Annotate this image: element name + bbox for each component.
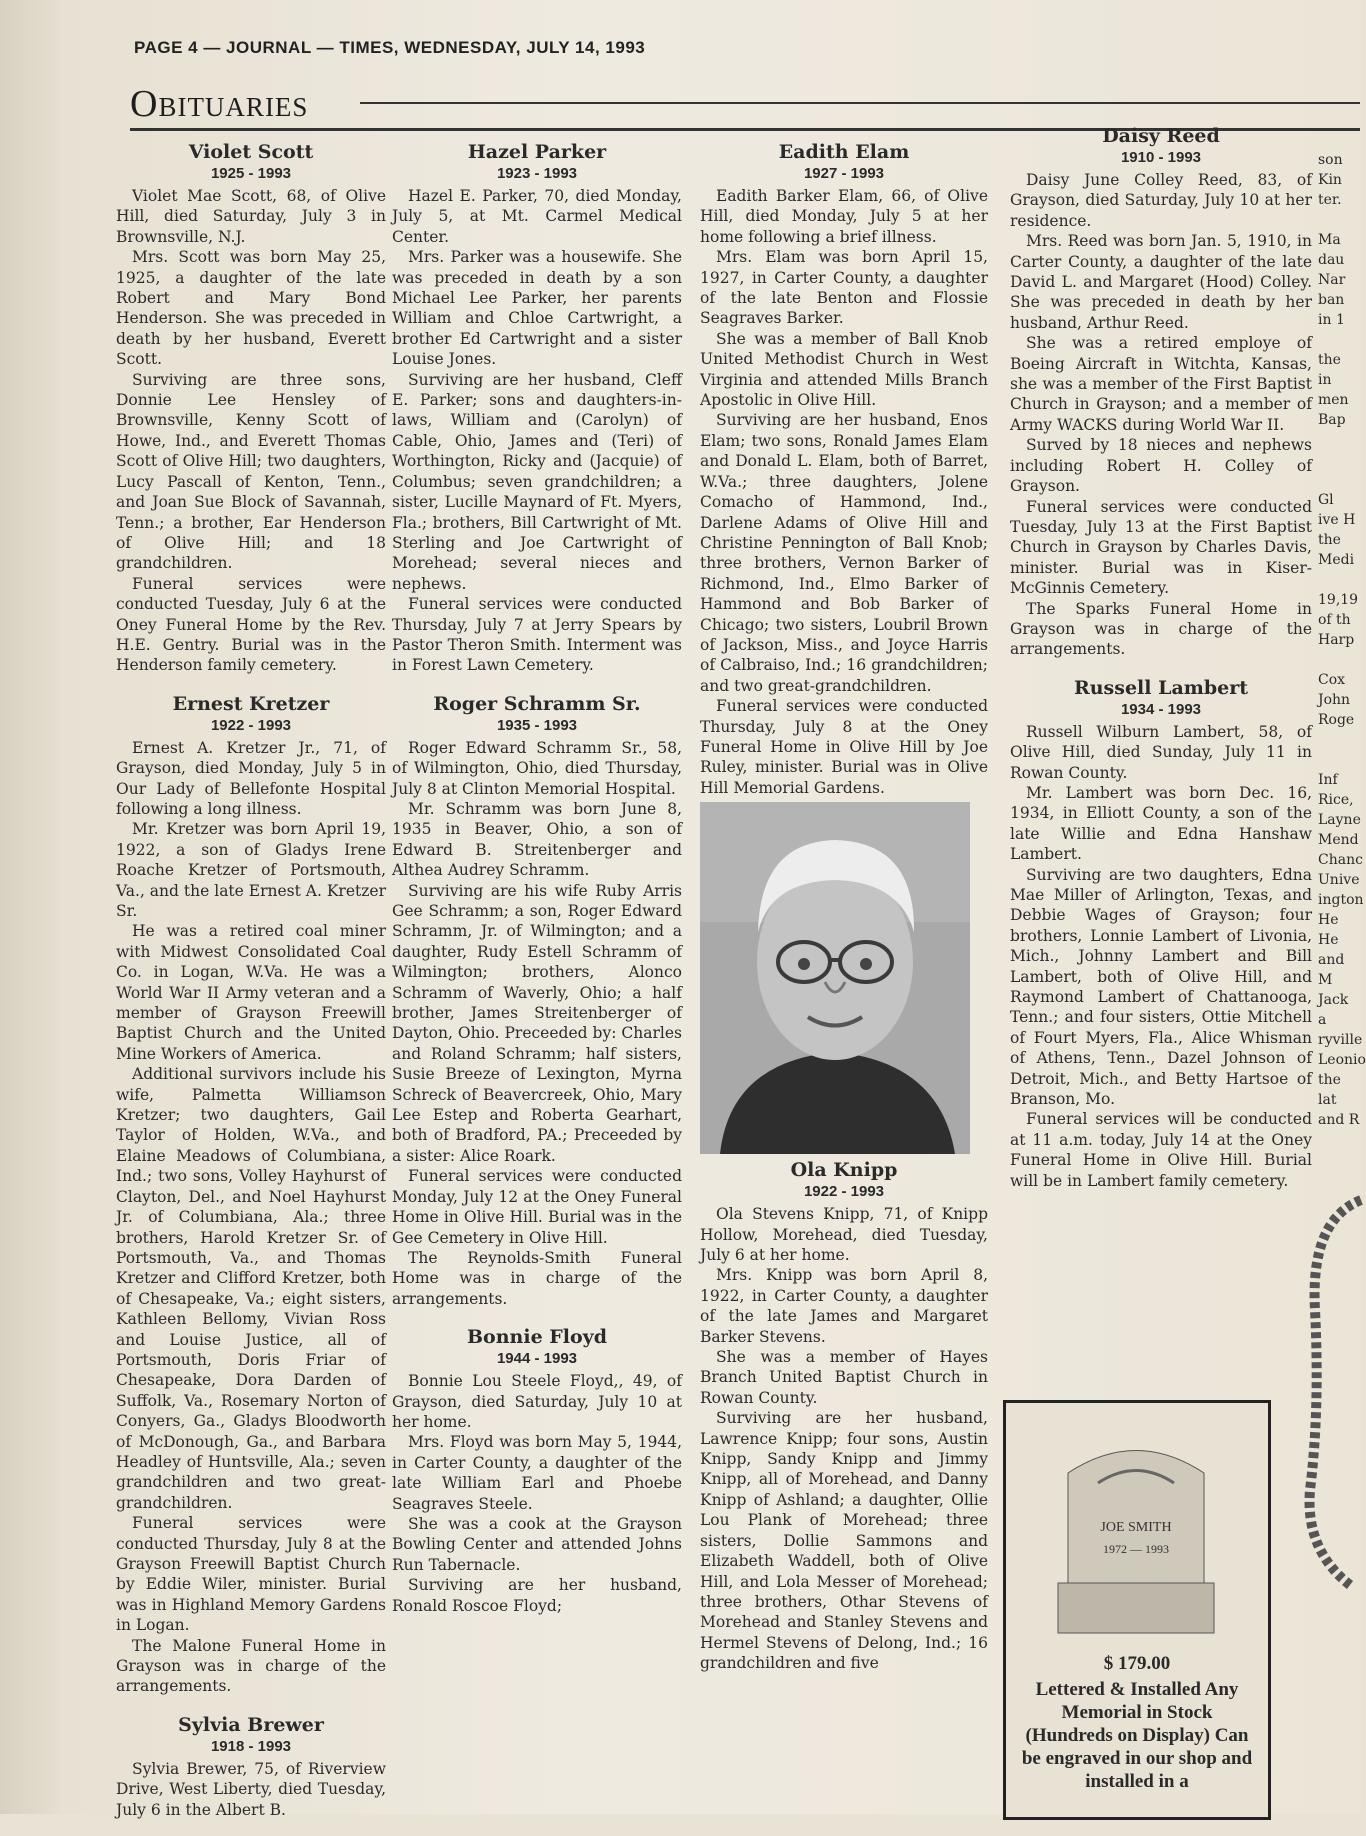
obituary-paragraph: Sylvia Brewer, 75, of Riverview Drive, West Liberty, died Tuesday, July 6 in the Albert B.	[116, 1759, 386, 1819]
obituary-paragraph: Mrs. Reed was born Jan. 5, 1910, in Carter County, a daughter of the late David L. and Margaret (Hood) Colley. She was preceded in death by her husband, Arthur Reed.	[1010, 232, 1312, 332]
ad-text: Lettered & Installed Any Memorial in Stock (Hundreds on Display) Can be engraved in our shop and installed in a	[1021, 1679, 1253, 1792]
obituary-years: 1927 - 1993	[803, 165, 885, 182]
cutoff-text-line: the	[1318, 532, 1341, 548]
cutoff-text-line: ington	[1318, 892, 1364, 908]
obituary-paragraph: Funeral services were conducted Monday, July 12 at the Oney Funeral Home in Olive Hill. Burial was in the Gee Cemetery in Olive Hill.	[392, 1167, 682, 1247]
cutoff-text-line: in	[1318, 372, 1332, 388]
obituary-roger-schramm	[392, 692, 682, 1309]
cutoff-text-line: Ma	[1318, 232, 1341, 248]
cutoff-text-line	[1318, 330, 1361, 350]
obituary-name: Hazel Parker	[467, 141, 607, 163]
cutoff-text-line	[1318, 430, 1361, 450]
cutoff-text-line: Mend	[1318, 832, 1359, 848]
column-2	[392, 140, 682, 1632]
cutoff-text-line: Rice,	[1318, 792, 1354, 808]
obituary-name: Daisy Reed	[1102, 125, 1220, 147]
cutoff-text-line	[1318, 210, 1361, 230]
portrait-illustration	[700, 802, 970, 1154]
obituary-years: 1944 - 1993	[496, 1350, 578, 1368]
cutoff-text-line: Gl	[1318, 492, 1334, 508]
obituary-paragraph: Mr. Kretzer was born April 19, 1922, a son of Gladys Irene Roache Kretzer of Portsmouth, Va., and the late Ernest A. Kretzer Sr.	[116, 820, 386, 920]
obituary-ernest-kretzer	[116, 692, 386, 1697]
obituary-paragraph: Mrs. Knipp was born April 8, 1922, in Carter County, a daughter of the late James and Margaret Barker Stevens.	[700, 1266, 988, 1346]
obituary-years: 1923 - 1993	[496, 165, 578, 182]
cutoff-text-line: Layne	[1318, 812, 1361, 828]
cutoff-text-line: ban	[1318, 292, 1345, 308]
cutoff-text-line: Kin	[1318, 172, 1342, 188]
obituary-paragraph: She was a member of Ball Knob United Methodist Church in West Virginia and attended Mills Branch Apostolic in Olive Hill.	[700, 329, 988, 410]
obituary-name: Russell Lambert	[1073, 676, 1249, 699]
obituary-paragraph: Surviving are two daughters, Edna Mae Miller of Arlington, Texas, and Debbie Wages of Grayson; four brothers, Lonnie Lambert of Livonia, Mich., Johnny Lambert and Bill Lambert, both of Olive Hill, and Raymond Lambert of Chattanooga, Tenn.; and four sisters, Ottie Mitchell of Fourt Myers, Fla., Alice Whisman of Athens, Tenn., Dazel Johnson of Detroit, Mich., and Betty Hartsoe of Branson, Mo.	[1010, 865, 1312, 1109]
obituary-paragraph: Funeral services will be conducted at 11 a.m. today, July 14 at the Oney Funeral Home in Olive Hill. Burial will be in Lambert family cemetery.	[1010, 1110, 1312, 1190]
obituary-paragraph: Surviving are three sons, Donnie Lee Hensley of Brownsville, Kenny Scott of Howe, Ind., and Everett Thomas Scott of Olive Hill; two daughters, Lucy Pascall of Kenton, Tenn., and Joan Sue Block of Savannah, Tenn.; a brother, Ear Henderson of Olive Hill; and 18 grandchildren.	[116, 370, 386, 573]
cutoff-text-line: ive H	[1318, 512, 1356, 528]
obituary-paragraph: Additional survivors include his wife, Palmetta Williamson Kretzer; two daughters, Gail Taylor of Holden, W.Va., and Elaine Meadows of Columbiana, Ind.; two sons, Volley Hayhurst of Clayton, Del., and Noel Hayhurst Jr. of Columbiana, Ala.; three brothers, Harold Kretzer Sr. of Portsmouth, Va., and Thomas Kretzer and Clifford Kretzer, both of Chesapeake, Va.; eight sisters, Kathleen Bellomy, Vivian Ross and Louise Justice, all of Portsmouth, Doris Friar of Chesapeake, Dora Darden of Suffolk, Va., Rosemary Norton of Conyers, Ga., Gladys Bloodworth of McDonough, Ga., and Barbara Headley of Huntsville, Ala.; seven grandchildren and two great-grandchildren.	[116, 1065, 386, 1512]
section-title: Obituaries	[130, 83, 309, 125]
memorial-advertisement	[1003, 1400, 1271, 1820]
cutoff-text-line	[1318, 470, 1361, 490]
obituary-paragraph: Ola Stevens Knipp, 71, of Knipp Hollow, Morehead, died Tuesday, July 6 at her home.	[700, 1205, 988, 1264]
cutoff-text-line: Roge	[1318, 712, 1355, 728]
obituary-paragraph: Surviving are her husband, Lawrence Knipp; four sons, Austin Knipp, Sandy Knipp and Jimmy Knipp, all of Morehead, and Danny Knipp of Ashland; a daughter, Ollie Lou Plank of Morehead; three sisters, Dollie Sammons and Elizabeth Waddell, both of Olive Hill, and Lola Messer of Morehead; three brothers, Othar Stevens of Morehead and Stanley Stevens and Hermel Stevens of Delong, Ind.; 16 grandchildren and five	[700, 1409, 988, 1673]
obituary-years: 1925 - 1993	[210, 165, 292, 182]
column-4	[1010, 124, 1312, 1207]
obituary-paragraph: Funeral services were conducted Thursday, July 8 at the Oney Funeral Home in Olive Hill by Joe Ruley, minister. Burial was in Olive Hill Memorial Gardens.	[700, 697, 988, 797]
rope-border-decoration	[1290, 1190, 1361, 1590]
column-3	[700, 140, 988, 1690]
cutoff-text-line	[1318, 450, 1361, 470]
cutoff-text-line: Chanc	[1318, 852, 1363, 868]
obituary-paragraph: Mrs. Elam was born April 15, 1927, in Carter County, a daughter of the late Benton and Flossie Seagraves Barker.	[700, 248, 988, 328]
obituary-paragraph: Surviving are his wife Ruby Arris Gee Schramm; a son, Roger Edward Schramm, Jr. of Wilmington; and a daughter, Rudy Estell Schramm of Wilmington; brothers, Alonco Schramm of Waverly, Ohio; a half brother, James Streitenberger of Dayton, Ohio. Preceeded by: Charles and Roland Schramm; half sisters, Susie Breeze of Lexington, Myrna Schreck of Beavercreek, Ohio, Mary Lee Estep and Roberta Gearhart, both of Bradford, PA.; Preceeded by a sister: Alice Roark.	[392, 881, 682, 1165]
obituary-paragraph: Funeral services were conducted Thursday, July 8 at the Grayson Freewill Baptist Church by Eddie Wiler, minister. Burial was in Highland Memory Gardens in Logan.	[116, 1514, 386, 1635]
obituary-years: 1935 - 1993	[496, 716, 578, 734]
cutoff-text-line	[1318, 650, 1361, 670]
obituary-name: Sylvia Brewer	[178, 1713, 324, 1736]
obituary-paragraph: Surviving are her husband, Enos Elam; two sons, Ronald James Elam and Donald L. Elam, both of Barret, W.Va.; three daughters, Jolene Comacho of Hammond, Ind., Darlene Adams of Olive Hill and Christine Pennington of Ball Knob; three brothers, Vernon Barker of Richmond, Ind., Elmo Barker of Hammond and Bob Barker of Chicago; two sisters, Loubril Brown of Jackson, Miss., and Joyce Harris of Calbraiso, Ind.; 16 grandchildren; and two great-grandchildren.	[700, 411, 988, 695]
cutoff-text-line: in 1	[1318, 312, 1345, 328]
cutoff-text-line: John	[1318, 692, 1351, 708]
obituary-russell-lambert	[1010, 676, 1312, 1191]
header-rule-thin	[360, 102, 1360, 104]
obituary-sylvia-brewer	[116, 1713, 386, 1820]
cutoff-text-line: dau	[1318, 252, 1345, 268]
column-1	[116, 140, 386, 1836]
obituary-eadith-elam	[700, 140, 988, 798]
cutoff-text-line	[1318, 570, 1361, 590]
cutoff-text-line: Jack a	[1318, 992, 1349, 1028]
cutoff-text-line: and R	[1318, 1112, 1360, 1128]
cutoff-text-line: Cox	[1318, 672, 1346, 688]
obituary-paragraph: She was a member of Hayes Branch United Baptist Church in Rowan County.	[700, 1348, 988, 1407]
obituary-ola-knipp	[700, 1158, 988, 1673]
page-masthead: PAGE 4 — JOURNAL — TIMES, WEDNESDAY, JULY 14, 1993	[134, 38, 646, 57]
obituary-bonnie-floyd	[392, 1325, 682, 1616]
cutoff-text-line: men	[1318, 392, 1349, 408]
cutoff-text-line: He	[1318, 912, 1339, 928]
cutoff-text-line: Inf	[1318, 772, 1338, 788]
obituary-paragraph: Surviving are her husband, Cleff E. Parker; sons and daughters-in-laws, William and (Carolyn) of Cable, Ohio, James and (Teri) of Worthington, Ricky and (Jacquie) of Columbus; seven grandchildren; a sister, Lucille Maynard of Ft. Myers, Fla.; brothers, Bill Cartwright of Mt. Sterling and Joe Cartwright of Morehead; several nieces and nephews.	[392, 370, 682, 593]
obituary-paragraph: Mr. Lambert was born Dec. 16, 1934, in Elliott County, a son of the late Willie and Edna Hanshaw Lambert.	[1010, 783, 1312, 864]
obituary-name: Bonnie Floyd	[467, 1326, 607, 1349]
cutoff-text-line: Medi	[1318, 552, 1355, 568]
obituary-paragraph: Funeral services were conducted Thursday, July 7 at Jerry Spears by Pastor Theron Smith. Interment was in Forest Lawn Cemetery.	[392, 595, 682, 675]
obituary-paragraph: She was a retired employe of Boeing Aircraft in Witchta, Kansas, she was a member of the First Baptist Church in Grayson; and a member of Army WACKS during World War II.	[1010, 334, 1312, 434]
cutoff-text-line: Nar	[1318, 272, 1346, 288]
obituary-violet-scott	[116, 140, 386, 676]
obituary-paragraph: Surved by 18 nieces and nephews including Robert H. Colley of Grayson.	[1010, 436, 1312, 496]
obituary-paragraph: He was a retired coal miner with Midwest Consolidated Coal Co. in Logan, W.Va. He was a World War II Army veteran and a member of Grayson Freewill Baptist Church and the United Mine Workers of America.	[116, 922, 386, 1063]
obituary-paragraph: The Malone Funeral Home in Grayson was in charge of the arrangements.	[116, 1636, 386, 1696]
cutoff-text-line: of th	[1318, 612, 1351, 628]
obituary-paragraph: She was a cook at the Grayson Bowling Center and attended Johns Run Tabernacle.	[392, 1514, 682, 1574]
cutoff-text-line: and M	[1318, 952, 1345, 988]
obituary-name: Violet Scott	[188, 141, 314, 163]
obituary-paragraph: Mrs. Scott was born May 25, 1925, a daughter of the late Robert and Mary Bond Henderson. She was preceded in death by her husband, Everett Scott.	[116, 248, 386, 369]
obituary-paragraph: Violet Mae Scott, 68, of Olive Hill, died Saturday, July 3 in Brownsville, N.J.	[116, 187, 386, 246]
obituary-years: 1922 - 1993	[803, 1183, 885, 1201]
obituary-paragraph: Mrs. Floyd was born May 5, 1944, in Carter County, a daughter of the late William Earl and Phoebe Seagraves Steele.	[392, 1433, 682, 1513]
obituary-daisy-reed	[1010, 124, 1312, 660]
cutoff-text-line: 19,19	[1318, 592, 1359, 608]
obituary-name: Ernest Kretzer	[172, 692, 330, 715]
obituary-name: Roger Schramm Sr.	[433, 692, 641, 715]
cutoff-text-line: ryville	[1318, 1032, 1363, 1048]
obituary-paragraph: Daisy June Colley Reed, 83, of Grayson, died Saturday, July 10 at her residence.	[1010, 171, 1312, 230]
cutoff-text-line: Bap	[1318, 412, 1346, 428]
cutoff-text-line	[1318, 730, 1361, 750]
obituary-paragraph: Eadith Barker Elam, 66, of Olive Hill, died Monday, July 5 at her home following a brief illness.	[700, 187, 988, 246]
stone-name: JOE SMITH	[1100, 1520, 1172, 1535]
cutoff-text-line: the lat	[1318, 1072, 1341, 1108]
cutoff-text-line: He	[1318, 932, 1339, 948]
obituary-paragraph: Bonnie Lou Steele Floyd,, 49, of Grayson, died Saturday, July 10 at her home.	[392, 1372, 682, 1431]
cutoff-text-line	[1318, 750, 1361, 770]
obituary-years: 1934 - 1993	[1120, 700, 1202, 718]
obituary-years: 1918 - 1993	[210, 1737, 292, 1755]
obituary-paragraph: The Sparks Funeral Home in Grayson was in charge of the arrangements.	[1010, 599, 1312, 659]
obituary-paragraph: Funeral services were conducted Tuesday, July 6 at the Oney Funeral Home by the Rev. H.E. Gentry. Burial was in the Henderson family cemetery.	[116, 574, 386, 675]
ad-price: $ 179.00	[1103, 1653, 1171, 1674]
stone-dates: 1972 — 1993	[1103, 1542, 1169, 1556]
portrait-photo	[700, 802, 970, 1154]
obituary-paragraph: Hazel E. Parker, 70, died Monday, July 5, at Mt. Carmel Medical Center.	[392, 187, 682, 246]
obituary-paragraph: Roger Edward Schramm Sr., 58, of Wilmington, Ohio, died Thursday, July 8 at Clinton Memorial Hospital.	[392, 738, 682, 798]
obituary-years: 1922 - 1993	[210, 716, 292, 734]
obituary-paragraph: Mrs. Parker was a housewife. She was preceded in death by a son Michael Lee Parker, her parents William and Chloe Cartwright, a brother Ed Cartwright and a sister Louise Jones.	[392, 248, 682, 369]
cutoff-text-line: son	[1318, 152, 1343, 168]
obituary-paragraph: The Reynolds-Smith Funeral Home was in charge of the arrangements.	[392, 1248, 682, 1308]
obituary-paragraph: Russell Wilburn Lambert, 58, of Olive Hill, died Sunday, July 11 in Rowan County.	[1010, 722, 1312, 782]
obituary-paragraph: Ernest A. Kretzer Jr., 71, of Grayson, died Monday, July 5 in Our Lady of Bellefonte Hospital following a long illness.	[116, 738, 386, 818]
obituary-paragraph: Mr. Schramm was born June 8, 1935 in Beaver, Ohio, a son of Edward B. Streitenberger and Althea Audrey Schramm.	[392, 799, 682, 880]
cutoff-text-line: Harp	[1318, 632, 1355, 648]
cutoff-text-line: Unive	[1318, 872, 1360, 888]
obituary-paragraph: Funeral services were conducted Tuesday, July 13 at the First Baptist Church in Grayson by Charles Davis, minister. Burial was in Kiser-McGinnis Cemetery.	[1010, 497, 1312, 598]
obituary-name: Ola Knipp	[790, 1159, 898, 1182]
cutoff-text-line: Leonio	[1318, 1052, 1366, 1068]
page-gutter	[0, 0, 60, 1814]
cutoff-text-line: the	[1318, 352, 1341, 368]
cutoff-text-line: ter.	[1318, 192, 1342, 208]
obituary-hazel-parker	[392, 140, 682, 676]
obituary-name: Eadith Elam	[778, 141, 910, 163]
obituary-paragraph: Surviving are her husband, Ronald Roscoe Floyd;	[392, 1576, 682, 1615]
headstone-icon	[1048, 1433, 1224, 1643]
cutoff-column	[1318, 150, 1366, 1130]
obituary-years: 1910 - 1993	[1120, 149, 1202, 166]
